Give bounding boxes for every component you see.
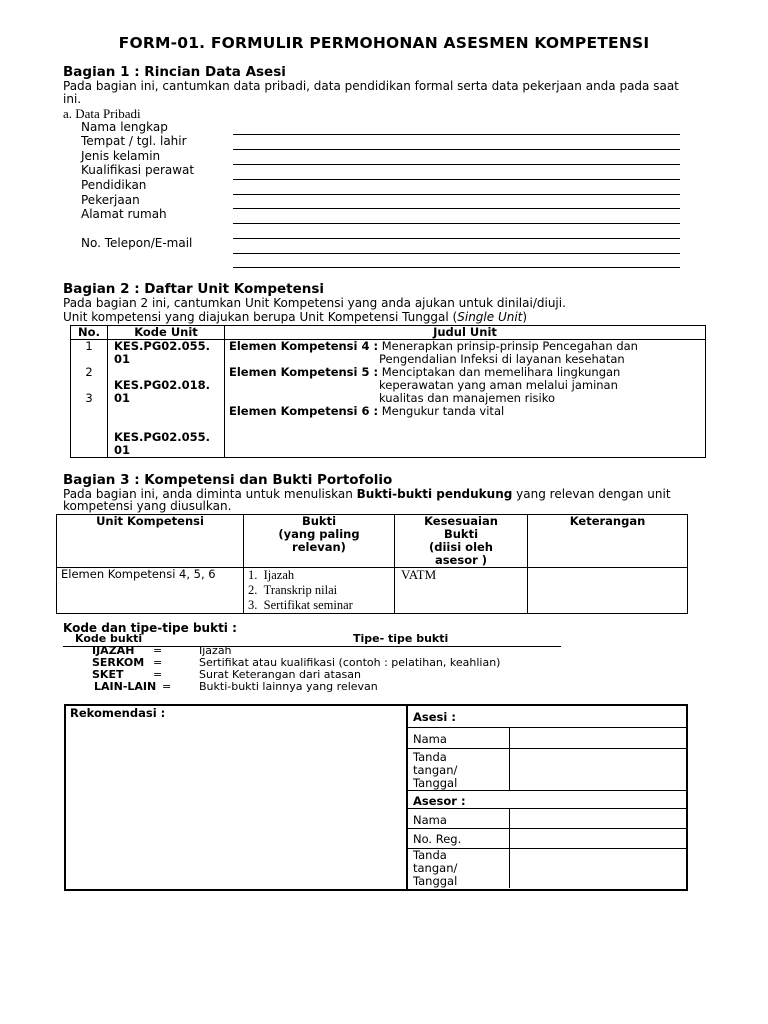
- grid-line: [408, 727, 686, 728]
- section3-desc-line2: kompetensi yang diusulkan.: [63, 499, 232, 513]
- unit-code: KES.PG02.055.: [114, 430, 211, 444]
- asesi-ttd-label: Tanda tangan/ Tanggal: [413, 750, 458, 790]
- section3-desc-line1: Pada bagian ini, anda diminta untuk menuliskan Bukti-bukti pendukung yang relevan dengan unit: [63, 487, 671, 501]
- rekomendasi-label: Rekomendasi :: [70, 706, 166, 720]
- col-header-kode-unit: Kode Unit: [108, 326, 225, 340]
- element-line: kualitas dan manajemen risiko: [379, 391, 555, 405]
- rekomendasi-input-area[interactable]: [66, 722, 404, 885]
- rekomendasi-divider: [406, 704, 408, 889]
- input-line-jenis-kelamin[interactable]: [233, 164, 680, 165]
- col-header-keterangan: Keterangan: [528, 515, 688, 568]
- kode-eq: =: [162, 680, 172, 693]
- field-label-telepon: No. Telepon/E-mail: [81, 236, 193, 250]
- grid-line: [408, 828, 686, 829]
- section2-desc2: Unit kompetensi yang diajukan berupa Unit Kompetensi Tunggal (Single Unit): [63, 310, 528, 324]
- grid-line: [408, 748, 686, 749]
- input-line-ttl[interactable]: [233, 149, 680, 150]
- col-header-unit-kompetensi: Unit Kompetensi: [57, 515, 244, 568]
- section1-heading: Bagian 1 : Rincian Data Asesi: [63, 64, 286, 80]
- asesor-nama-label: Nama: [413, 813, 447, 827]
- element-line: Pengendalian Infeksi di layanan kesehatan: [379, 352, 625, 366]
- col-header-bukti: Bukti (yang paling relevan): [244, 515, 395, 568]
- unit-code: 01: [114, 443, 131, 457]
- unit-code: 01: [114, 391, 131, 405]
- input-line-email[interactable]: [233, 267, 680, 268]
- kode-col-header: Kode bukti: [75, 632, 143, 645]
- field-label-ttl: Tempat / tgl. lahir: [81, 134, 187, 148]
- section2-heading: Bagian 2 : Daftar Unit Kompetensi: [63, 281, 325, 297]
- section2-desc: Pada bagian 2 ini, cantumkan Unit Kompetensi yang anda ajukan untuk dinilai/diuji.: [63, 296, 566, 310]
- grid-line: [509, 808, 510, 888]
- field-label-alamat: Alamat rumah: [81, 207, 167, 221]
- unit-code: KES.PG02.018.: [114, 378, 211, 392]
- kode-unit-cell: [108, 340, 225, 458]
- grid-line: [408, 790, 686, 791]
- element-line: Elemen Kompetensi 4 : Menerapkan prinsip-prinsip Pencegahan dan: [229, 339, 638, 353]
- element-line: Elemen Kompetensi 5 : Menciptakan dan memelihara lingkungan: [229, 365, 621, 379]
- asesi-ttd-input[interactable]: [512, 750, 684, 788]
- asesor-ttd-input[interactable]: [512, 850, 684, 886]
- kode-eq: =: [153, 656, 163, 669]
- element-line: Elemen Kompetensi 6 : Mengukur tanda vital: [229, 404, 505, 418]
- input-line-alamat-2[interactable]: [233, 238, 680, 239]
- grid-line: [509, 727, 510, 790]
- unit-number: 1: [85, 339, 93, 353]
- unit-number: 2: [85, 365, 93, 379]
- unit-kompetensi-cell: Elemen Kompetensi 4, 5, 6: [57, 568, 244, 614]
- asesi-label: Asesi :: [413, 710, 456, 724]
- asesi-nama-label: Nama: [413, 732, 447, 746]
- kode-desc: Bukti-bukti lainnya yang relevan: [199, 680, 378, 693]
- unit-code: 01: [114, 352, 131, 366]
- input-line-telepon[interactable]: [233, 253, 680, 254]
- asesor-ttd-label: Tanda tangan/ Tanggal: [413, 848, 458, 888]
- kode-desc: Ijazah: [199, 644, 232, 657]
- kode-code: SKET: [92, 668, 124, 681]
- grid-line: [408, 808, 686, 809]
- unit-code: KES.PG02.055.: [114, 339, 211, 353]
- no-cell: [71, 340, 108, 458]
- kode-divider: [63, 646, 561, 647]
- input-line-alamat-1[interactable]: [233, 223, 680, 224]
- kode-code: LAIN-LAIN: [94, 680, 157, 693]
- bukti-item: 1. Ijazah: [248, 568, 295, 582]
- unit-number: 3: [85, 391, 93, 405]
- input-line-kualifikasi[interactable]: [233, 179, 680, 180]
- field-label-jenis-kelamin: Jenis kelamin: [81, 149, 161, 163]
- element-line: keperawatan yang aman melalui jaminan: [379, 378, 618, 392]
- asesor-label: Asesor :: [413, 794, 466, 808]
- col-header-judul-unit: Judul Unit: [225, 326, 706, 340]
- input-line-pendidikan[interactable]: [233, 194, 680, 195]
- input-line-pekerjaan[interactable]: [233, 208, 680, 209]
- asesor-nama-input[interactable]: [512, 810, 684, 827]
- unit-kompetensi-table: [70, 325, 706, 458]
- kode-heading: Kode dan tipe-tipe bukti :: [63, 621, 237, 635]
- judul-unit-cell: [225, 340, 706, 458]
- field-label-pekerjaan: Pekerjaan: [81, 193, 140, 207]
- col-header-no: No.: [71, 326, 108, 340]
- asesor-noreg-input[interactable]: [512, 830, 684, 847]
- kode-code: SERKOM: [92, 656, 145, 669]
- field-label-nama: Nama lengkap: [81, 120, 168, 134]
- kode-desc: Surat Keterangan dari atasan: [199, 668, 362, 681]
- data-pribadi-heading: a. Data Pribadi: [63, 106, 141, 121]
- section3-heading: Bagian 3 : Kompetensi dan Bukti Portofolio: [63, 472, 393, 488]
- field-label-kualifikasi: Kualifikasi perawat: [81, 163, 195, 177]
- kode-eq: =: [153, 644, 163, 657]
- section1-desc-line1: Pada bagian ini, cantumkan data pribadi, data pendidikan formal serta data pekerjaan anda pada saat: [63, 79, 679, 93]
- asesi-nama-input[interactable]: [512, 729, 684, 747]
- bukti-portofolio-table: [56, 514, 688, 614]
- bukti-cell: [244, 568, 395, 614]
- kode-code: IJAZAH: [92, 644, 135, 657]
- kode-eq: =: [153, 668, 163, 681]
- section1-desc-line2: ini.: [63, 92, 82, 106]
- kode-desc: Sertifikat atau kualifikasi (contoh : pelatihan, keahlian): [199, 656, 501, 669]
- form-title: FORM-01. FORMULIR PERMOHONAN ASESMEN KOMPETENSI: [118, 34, 650, 52]
- field-label-pendidikan: Pendidikan: [81, 178, 147, 192]
- col-header-kesesuaian: Kesesuaian Bukti (diisi oleh asesor ): [395, 515, 528, 568]
- tipe-col-header: Tipe- tipe bukti: [353, 632, 449, 645]
- kesesuaian-cell[interactable]: VATM: [395, 568, 528, 614]
- bukti-item: 3. Sertifikat seminar: [248, 598, 353, 612]
- input-line-nama[interactable]: [233, 134, 680, 135]
- bukti-item: 2. Transkrip nilai: [248, 583, 338, 597]
- keterangan-cell[interactable]: [528, 568, 688, 614]
- asesor-noreg-label: No. Reg.: [413, 832, 462, 846]
